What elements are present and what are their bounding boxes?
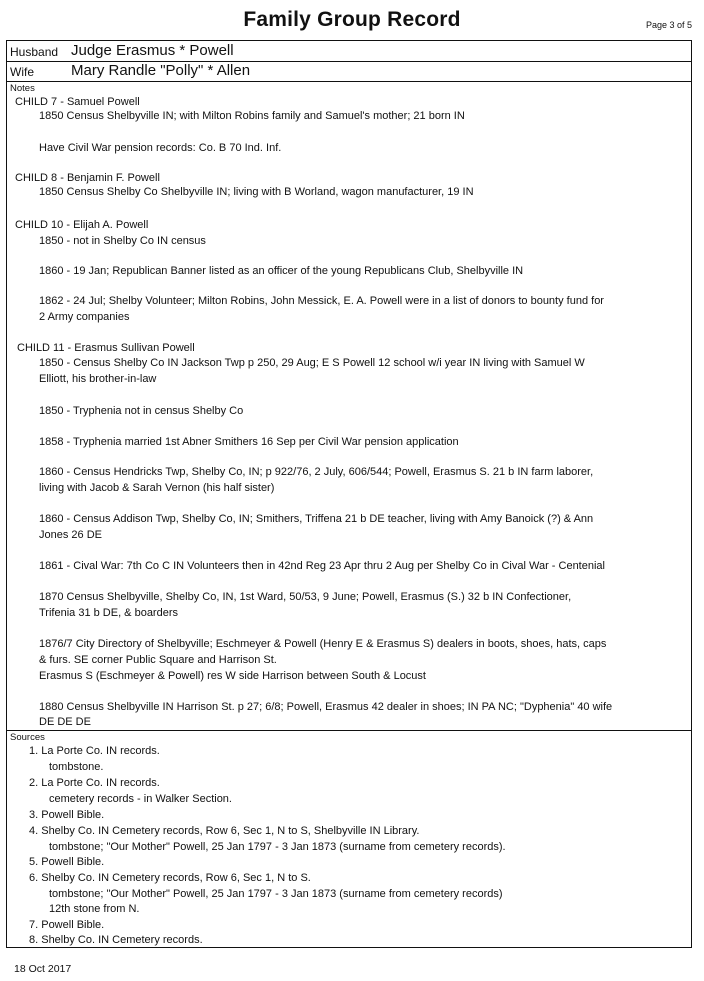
note-line: 1870 Census Shelbyville, Shelby Co, IN, 1st Ward, 50/53, 9 June; Powell, Erasmus (S.) 32 b IN Confectioner, [39,591,572,603]
note-line: 1860 - 19 Jan; Republican Banner listed as an officer of the young Republicans Club, Shelbyville IN [39,265,524,277]
source-line: tombstone; "Our Mother" Powell, 25 Jan 1797 - 3 Jan 1873 (surname from cemetery records) [49,888,503,900]
page-number: Page 3 of 5 [645,20,692,30]
note-line: Elliott, his brother-in-law [39,373,157,385]
notes-label: Notes [10,83,35,94]
record-box [6,40,692,948]
print-date: 18 Oct 2017 [14,963,72,975]
note-line: 1880 Census Shelbyville IN Harrison St. p 27; 6/8; Powell, Erasmus 42 dealer in shoes; IN PA NC; "Dyphenia" 40 wife [39,701,613,713]
source-line: 4. Shelby Co. IN Cemetery records, Row 6, Sec 1, N to S, Shelbyville IN Library. [29,825,420,837]
wife-row [7,61,691,82]
note-line: 1860 - Census Hendricks Twp, Shelby Co, IN; p 922/76, 2 July, 606/544; Powell, Erasmus S. 21 b IN farm laborer, [39,466,594,478]
note-line: CHILD 7 - Samuel Powell [15,96,140,108]
note-line: 1860 - Census Addison Twp, Shelby Co, IN; Smithers, Triffena 21 b DE teacher, living with Amy Banoick (?) & Ann [39,513,594,525]
note-line: CHILD 11 - Erasmus Sullivan Powell [17,342,195,354]
wife-label: Wife [10,65,34,79]
note-line: 1850 Census Shelbyville IN; with Milton Robins family and Samuel's mother; 21 born IN [39,110,465,122]
husband-row [7,41,691,62]
note-line: Jones 26 DE [39,529,102,541]
source-line: 12th stone from N. [49,903,140,915]
source-line: 3. Powell Bible. [29,809,105,821]
page-title: Family Group Record [243,8,461,31]
note-line: Have Civil War pension records: Co. B 70 Ind. Inf. [39,142,282,154]
husband-label: Husband [10,45,59,59]
note-line: 1876/7 City Directory of Shelbyville; Eschmeyer & Powell (Henry E & Erasmus S) dealers in boots, shoes, hats, caps [39,638,607,650]
note-line: 1862 - 24 Jul; Shelby Volunteer; Milton Robins, John Messick, E. A. Powell were in a list of donors to bounty fund for [39,295,604,307]
source-line: tombstone. [49,761,104,773]
source-line: 2. La Porte Co. IN records. [29,777,160,789]
note-line: CHILD 8 - Benjamin F. Powell [15,172,160,184]
wife-name: Mary Randle "Polly" * Allen [71,62,251,79]
note-line: 2 Army companies [39,311,130,323]
note-line: Trifenia 31 b DE, & boarders [39,607,178,619]
sources-divider [7,730,691,731]
note-line: CHILD 10 - Elijah A. Powell [15,219,149,231]
note-line: 1861 - Cival War: 7th Co C IN Volunteers then in 42nd Reg 23 Apr thru 2 Aug per Shelby Co in Cival War - Centenial [39,560,605,572]
note-line: & furs. SE corner Public Square and Harrison St. [39,654,277,666]
source-line: 8. Shelby Co. IN Cemetery records. [29,934,203,946]
source-line: 7. Powell Bible. [29,919,105,931]
source-line: 6. Shelby Co. IN Cemetery records, Row 6, Sec 1, N to S. [29,872,311,884]
husband-name: Judge Erasmus * Powell [71,42,234,59]
note-line: 1858 - Tryphenia married 1st Abner Smithers 16 Sep per Civil War pension application [39,436,459,448]
note-line: 1850 Census Shelby Co Shelbyville IN; living with B Worland, wagon manufacturer, 19 IN [39,186,474,198]
source-line: 5. Powell Bible. [29,856,105,868]
note-line: DE DE DE [39,716,91,728]
source-line: tombstone; "Our Mother" Powell, 25 Jan 1797 - 3 Jan 1873 (surname from cemetery records). [49,841,506,853]
note-line: 1850 - Tryphenia not in census Shelby Co [39,405,244,417]
note-line: Erasmus S (Eschmeyer & Powell) res W side Harrison between South & Locust [39,670,426,682]
note-line: 1850 - not in Shelby Co IN census [39,235,206,247]
note-line: living with Jacob & Sarah Vernon (his half sister) [39,482,275,494]
source-line: cemetery records - in Walker Section. [49,793,232,805]
source-line: 1. La Porte Co. IN records. [29,745,160,757]
note-line: 1850 - Census Shelby Co IN Jackson Twp p 250, 29 Aug; E S Powell 12 school w/i year IN living with Samuel W [39,357,585,369]
sources-label: Sources [10,732,45,743]
